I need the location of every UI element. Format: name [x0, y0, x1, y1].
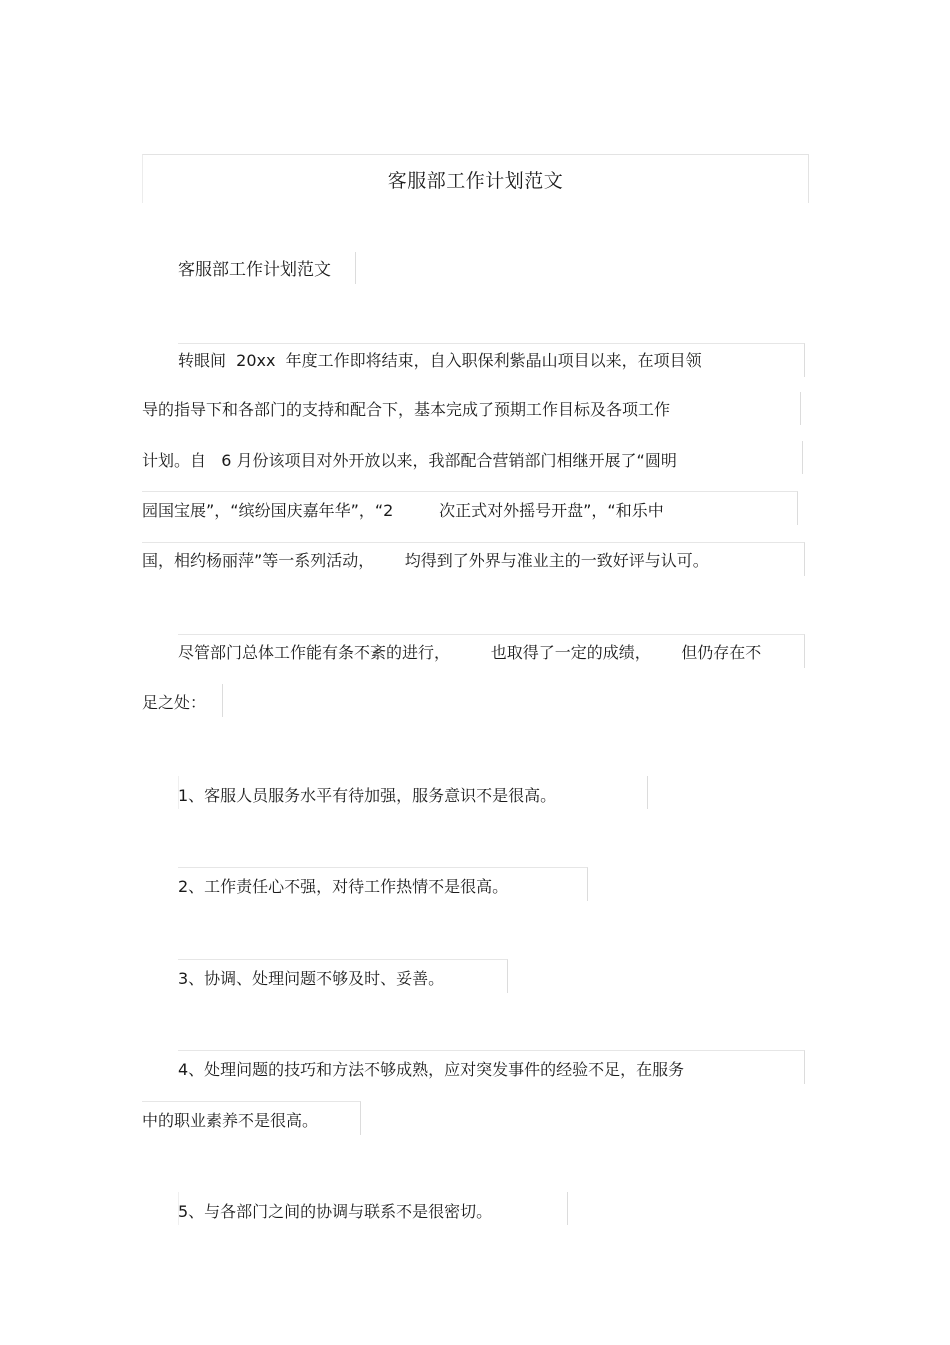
list-item: 5、与各部门之间的协调与联系不是很密切。 — [178, 1202, 493, 1221]
list-item: 2、工作责任心不强，对待工作热情不是很高。 — [178, 877, 509, 896]
paragraph-line: 尽管部门总体工作能有条不紊的进行， 也取得了一定的成绩， 但仍存在不 — [178, 643, 762, 662]
paragraph-line: 足之处： — [142, 693, 207, 712]
paragraph-line: 导的指导下和各部门的支持和配合下，基本完成了预期工作目标及各项工作 — [142, 400, 671, 419]
list-item-continuation: 中的职业素养不是很高。 — [142, 1111, 319, 1130]
list-item: 3、协调、处理问题不够及时、妥善。 — [178, 969, 445, 988]
paragraph-line: 园国宝展”，“缤纷国庆嘉年华”，“2 次正式对外摇号开盘”，“和乐中 — [142, 501, 664, 520]
document-title: 客服部工作计划范文 — [387, 170, 564, 192]
paragraph-line: 转眼间 20xx 年度工作即将结束，自入职保利紫晶山项目以来，在项目领 — [178, 351, 702, 370]
paragraph-line: 计划。自 6 月份该项目对外开放以来，我部配合营销部门相继开展了“圆明 — [142, 451, 677, 470]
list-item: 4、处理问题的技巧和方法不够成熟，应对突发事件的经验不足，在服务 — [178, 1060, 685, 1079]
paragraph-line: 国，相约杨丽萍”等一系列活动， 均得到了外界与准业主的一致好评与认可。 — [142, 551, 709, 570]
document-subtitle: 客服部工作计划范文 — [178, 260, 331, 280]
title-frame — [142, 154, 809, 203]
list-item: 1、客服人员服务水平有待加强，服务意识不是很高。 — [178, 786, 557, 805]
